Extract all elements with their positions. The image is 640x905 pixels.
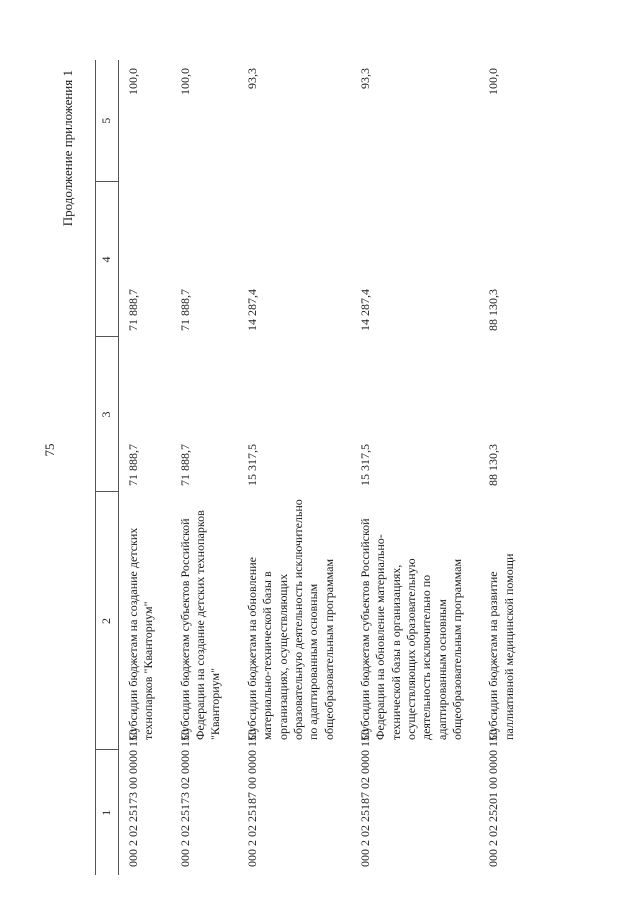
amount-col3-cell: 71 888,7 [126,444,140,486]
budget-code-cell: 000 2 02 25173 02 0000 150 [177,729,192,867]
budget-code-cell: 000 2 02 25187 00 0000 150 [244,729,259,867]
column-header-5: 5 [96,60,119,182]
table-row [351,60,480,875]
percent-cell: 100,0 [126,68,140,95]
column-header-2: 2 [96,492,119,750]
table-row [119,60,171,875]
amount-col4-cell: 71 888,7 [177,289,192,331]
table-header-row [96,60,119,875]
amount-col4-cell: 88 130,3 [486,289,501,331]
amount-col4-cell: 14 287,4 [357,289,372,331]
percent-cell: 93,3 [244,68,259,89]
amount-col3-cell: 71 888,7 [177,444,192,486]
budget-code-cell: 000 2 02 25173 00 0000 150 [126,729,140,867]
page-number: 75 [42,443,57,457]
amount-col3-cell: 88 130,3 [486,444,501,486]
percent-cell: 100,0 [177,68,192,95]
budget-table [95,60,531,875]
table-row [171,60,238,875]
description-cell: Субсидии бюджетам на развитие паллиативной медицинской помощи [486,553,516,740]
column-header-3: 3 [96,337,119,492]
column-header-4: 4 [96,182,119,337]
description-cell: Субсидии бюджетам на обновление материально-технической базы в организациях, осуществляющих образовательную деятельность исключительно по адаптированным основным общеобразовательным программам [244,499,336,740]
amount-col3-cell: 15 317,5 [357,444,372,486]
table-row [479,60,531,875]
column-header-1: 1 [96,750,119,875]
percent-cell: 93,3 [357,68,372,89]
description-cell: Субсидии бюджетам субъектов Российской Федерации на обновление материально-технической базы в организациях, осуществляющих образовательную деятельность исключительно по адаптированным основным общеобразовательным программам [357,518,465,740]
appendix-continuation-note: Продолжение приложения 1 [60,70,75,227]
budget-code-cell: 000 2 02 25201 00 0000 150 [486,729,501,867]
budget-code-cell: 000 2 02 25187 02 0000 150 [357,729,372,867]
description-cell: Субсидии бюджетам субъектов Российской Федерации на создание детских технопарков "Кванториум" [177,510,223,740]
table-row [238,60,351,875]
amount-col4-cell: 14 287,4 [244,289,259,331]
description-cell: Субсидии бюджетам на создание детских технопарков "Кванториум" [126,527,156,740]
percent-cell: 100,0 [486,68,501,95]
amount-col3-cell: 15 317,5 [244,444,259,486]
amount-col4-cell: 71 888,7 [126,289,140,331]
